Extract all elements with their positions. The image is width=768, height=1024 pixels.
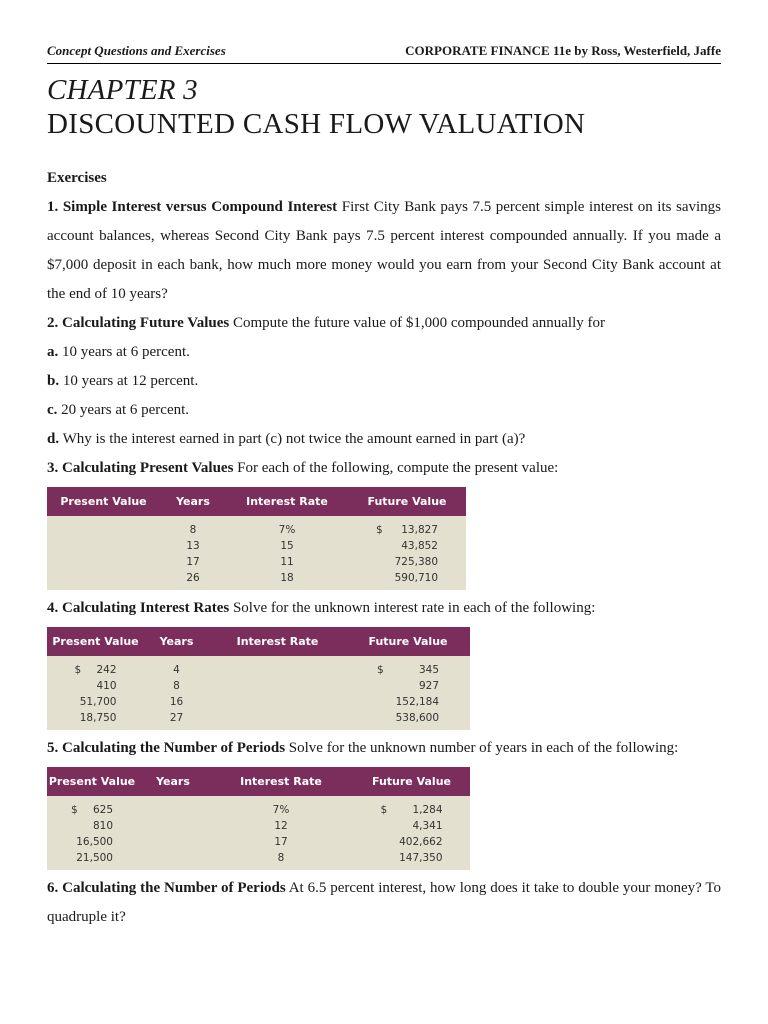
table-row: 13 15 43,852 <box>186 540 438 552</box>
header-right-text: CORPORATE FINANCE 11e by Ross, Westerfield, Jaffe <box>405 43 721 58</box>
table-header-row <box>47 627 470 656</box>
table-row: 410 8 927 <box>96 680 439 692</box>
col-header-present-value: Present Value <box>47 767 137 796</box>
question-5-text: Solve for the unknown number of years in each of the following: <box>288 740 679 756</box>
question-1-text: First City Bank pays 7.5 percent simple interest on its savings account balances, whereas Second City Bank pays 7.5 percent interest compounded annually. If you made a $7,000 deposit in each bank, how much more money would you earn from your Second City Bank account at the end of 10 years? <box>47 199 722 302</box>
present-value-table <box>47 487 466 590</box>
question-4-title: 4. Calculating Interest Rates <box>47 600 230 616</box>
col-header-interest-rate: Interest Rate <box>209 627 346 656</box>
col-header-years: Years <box>160 487 226 516</box>
question-2 <box>47 309 721 338</box>
question-4 <box>47 594 721 623</box>
table-row: 21,500 8 147,350 <box>76 852 443 864</box>
question-2-title: 2. Calculating Future Values <box>47 315 230 331</box>
question-6 <box>47 874 721 932</box>
question-2-item-c: c. 20 years at 6 percent. <box>47 402 190 418</box>
chapter-label: CHAPTER 3 <box>47 74 198 106</box>
question-3-title: 3. Calculating Present Values <box>47 460 234 476</box>
col-header-future-value: Future Value <box>348 487 466 516</box>
question-4-text: Solve for the unknown interest rate in each of the following: <box>232 600 596 616</box>
question-2-item-d: d. Why is the interest earned in part (c) not twice the amount earned in part (a)? <box>47 431 526 447</box>
col-header-years: Years <box>137 767 209 796</box>
col-header-future-value: Future Value <box>346 627 470 656</box>
question-1 <box>47 193 721 309</box>
table-header-row <box>47 487 466 516</box>
table-row: $ 242 4 $ 345 <box>74 664 439 676</box>
table-row: 26 18 590,710 <box>186 572 438 584</box>
question-6-title: 6. Calculating the Number of Periods <box>47 880 286 896</box>
table-row: 18,750 27 538,600 <box>79 712 439 724</box>
col-header-interest-rate: Interest Rate <box>209 767 353 796</box>
question-5 <box>47 734 721 763</box>
question-2-text: Compute the future value of $1,000 compounded annually for <box>233 315 605 331</box>
exercises-heading: Exercises <box>47 170 107 186</box>
table-row: 17 11 725,380 <box>186 556 438 568</box>
interest-rate-table <box>47 627 470 730</box>
question-3 <box>47 454 721 483</box>
table-row: 51,700 16 152,184 <box>79 696 439 708</box>
col-header-future-value: Future Value <box>353 767 470 796</box>
number-of-periods-table <box>47 767 470 870</box>
col-header-years: Years <box>144 627 209 656</box>
question-2-item-b: b. 10 years at 12 percent. <box>47 373 199 389</box>
col-header-interest-rate: Interest Rate <box>226 487 348 516</box>
table-row: $ 625 7% $ 1,284 <box>71 804 443 816</box>
running-header <box>47 41 721 64</box>
question-3-text: For each of the following, compute the present value: <box>237 460 559 476</box>
document-body <box>47 164 721 932</box>
table-row: 810 12 4,341 <box>92 820 443 832</box>
table-row: 16,500 17 402,662 <box>76 836 443 848</box>
question-1-title: 1. Simple Interest versus Compound Interest <box>47 199 338 215</box>
question-5-title: 5. Calculating the Number of Periods <box>47 740 286 756</box>
table-row: 8 7% $ 13,827 <box>189 524 438 536</box>
chapter-title: DISCOUNTED CASH FLOW VALUATION <box>47 108 586 140</box>
question-6-text: At 6.5 percent interest, how long does it take to double your money? To quadruple it? <box>47 880 721 925</box>
table-header-row <box>47 767 470 796</box>
question-2-item-a: a. 10 years at 6 percent. <box>47 344 190 360</box>
col-header-present-value: Present Value <box>47 487 160 516</box>
col-header-present-value: Present Value <box>47 627 144 656</box>
header-left-text: Concept Questions and Exercises <box>47 43 226 58</box>
